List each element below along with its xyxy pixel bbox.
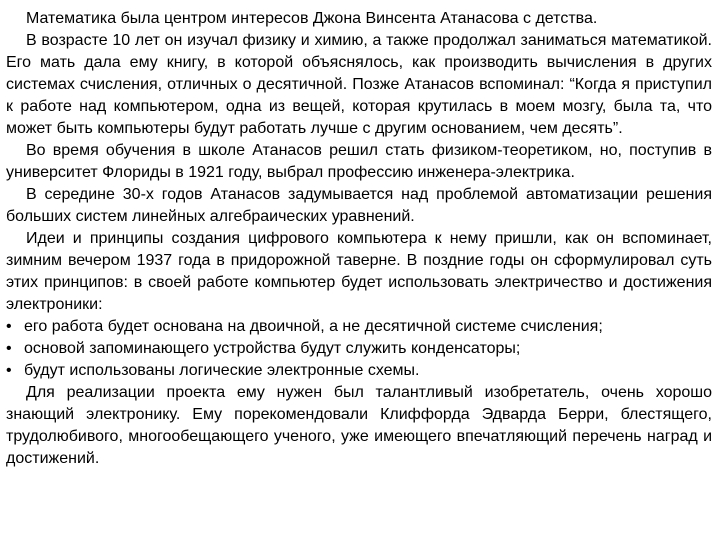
bullet-icon: • bbox=[6, 340, 12, 357]
paragraph-berry: Для реализации проекта ему нужен был талантливый изобретатель, очень хорошо знающий электронику. Ему порекомендовали Клиффорда Эдварда Берри, блестящего, трудолюбивого, многообещающего ученого, уже имеющего впечатляющий перечень наград и достижений. bbox=[6, 384, 712, 467]
list-item-text: его работа будет основана на двоичной, а не десятичной системе счисления; bbox=[24, 318, 603, 335]
paragraph-childhood: Математика была центром интересов Джона Винсента Атанасова с детства. bbox=[26, 10, 598, 27]
list-item bbox=[6, 338, 712, 360]
paragraph-early-study: В возрасте 10 лет он изучал физику и химию, а также продолжал заниматься математикой. Его мать дала ему книгу, в которой объяснялось, как производить вычисления в других системах счисления, отличных о десятичной. Позже Атанасов вспоминал: “Когда я приступил к работе над компьютером, одна из вещей, которая крутилась в моем мозгу, была та, что может быть компьютеры будут работать лучше с другим основанием, чем десять”. bbox=[6, 32, 712, 137]
paragraph-ideas: Идеи и принципы создания цифрового компьютера к нему пришли, как он вспоминает, зимним вечером 1937 года в придорожной таверне. В поздние годы он сформулировал суть этих принципов: в своей работе компьютер будет использовать электричество и достижения электроники: bbox=[6, 230, 712, 313]
paragraph-thirties: В середине 30-х годов Атанасов задумывается над проблемой автоматизации решения больших систем линейных алгебраических уравнений. bbox=[6, 186, 712, 225]
list-item-text: основой запоминающего устройства будут служить конденсаторы; bbox=[24, 340, 521, 357]
bullet-icon: • bbox=[6, 318, 12, 335]
list-item bbox=[6, 316, 712, 338]
list-item-text: будут использованы логические электронные схемы. bbox=[24, 362, 420, 379]
principles-list bbox=[6, 316, 712, 382]
paragraph-education: Во время обучения в школе Атанасов решил стать физиком-теоретиком, но, поступив в университет Флориды в 1921 году, выбрал профессию инженера-электрика. bbox=[6, 142, 712, 181]
list-item bbox=[6, 360, 712, 382]
bullet-icon: • bbox=[6, 362, 12, 379]
